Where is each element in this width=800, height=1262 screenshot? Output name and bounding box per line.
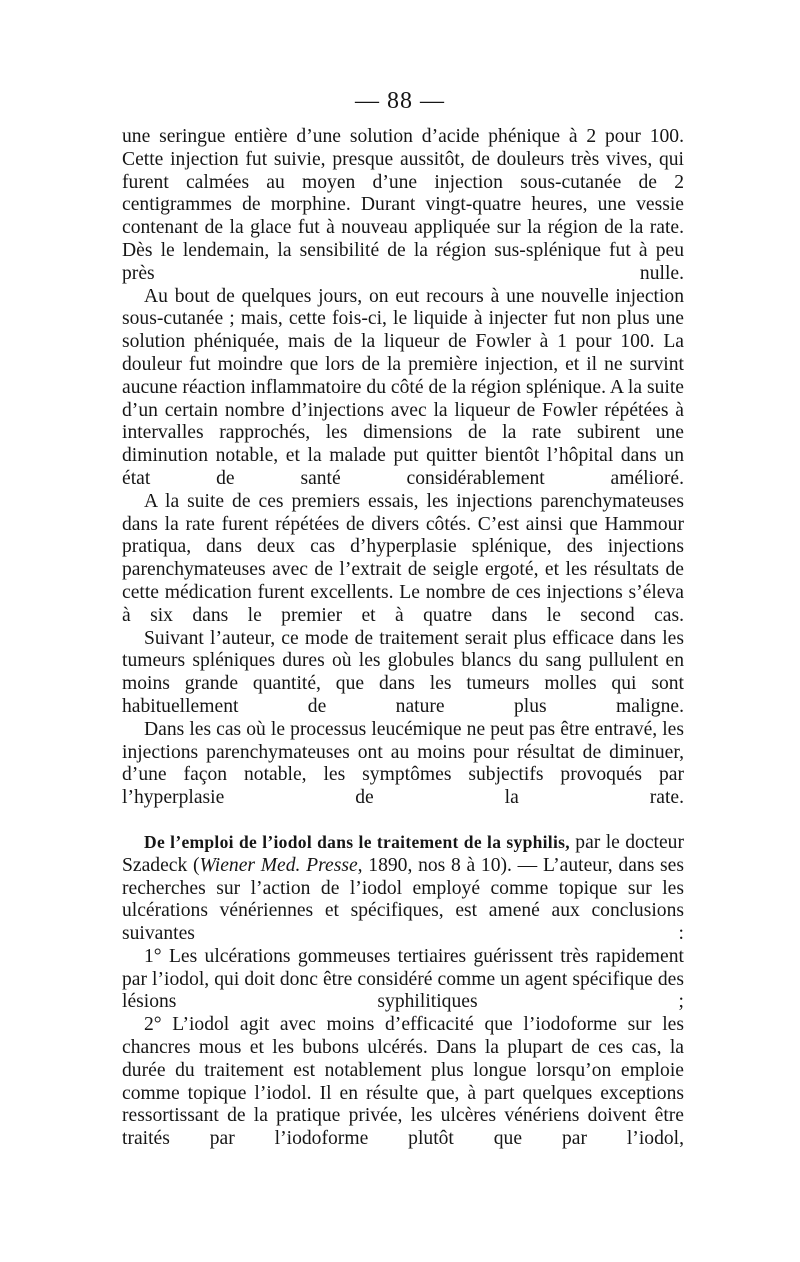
paragraph: Suivant l’auteur, ce mode de traitement serait plus efficace dans les tumeurs spléniques dures où les globules blancs du sang pullulent en moins grande quantité, que dans les tumeurs molles qui sont habituellement de nature plus maligne. <box>122 627 684 717</box>
journal-name: Wiener Med. Presse <box>199 854 358 876</box>
body-text <box>122 126 684 1151</box>
article-citation: , 1890, nos 8 à 10). — L’auteur, dans ses recherches sur l’action de l’iodol employé comme topique sur les ulcérations vénériennes et spécifiques, est amené aux conclusions suivantes : <box>122 854 684 945</box>
conclusion-item: 1° Les ulcérations gommeuses tertiaires guérissent très rapidement par l’iodol, qui doit donc être considéré comme un agent spécifique des lésions syphilitiques ; <box>122 945 684 1013</box>
paragraph: Dans les cas où le processus leucémique ne peut pas être entravé, les injections parenchymateuses ont au moins pour résultat de diminuer, d’une façon notable, les symptômes subjectifs provoqués par l’hyperplasie de la rate. <box>122 718 684 809</box>
paragraph: A la suite de ces premiers essais, les injections parenchymateuses dans la rate furent répétées de divers côtés. C’est ainsi que Hammour pratiqua, dans deux cas d’hyperplasie splénique, des injections parenchymateuses avec de l’extrait de seigle ergoté, et les résultats de cette médication furent excellents. Le nombre de ces injections s’éleva à six dans le premier et à quatre dans le second cas. <box>122 490 684 626</box>
conclusion-item: 2° L’iodol agit avec moins d’efficacité que l’iodoforme sur les chancres mous et les bubons ulcérés. Dans la plupart de ces cas, la durée du traitement est notablement plus longue lorsqu’on emploie comme topique l’iodol. Il en résulte que, à part quelques exceptions ressortissant de la pratique privée, les ulcères vénériens doivent être traités par l’iodoforme plutôt que par l’iodol, <box>122 1014 684 1150</box>
page-number: — 88 — <box>355 88 445 114</box>
paragraph: une seringue entière d’une solution d’acide phénique à 2 pour 100. Cette injection fut suivie, presque aussitôt, de douleurs très vives, qui furent calmées au moyen d’une injection sous-cutanée de 2 centigrammes de morphine. Durant vingt-quatre heures, une vessie contenant de la glace fut à nouveau appliquée sur la région de la rate. Dès le lendemain, la sensibilité de la région sus-splénique fut à peu près nulle. <box>122 126 684 284</box>
article-abstract <box>122 831 684 946</box>
article-byline: par le docteur Szadeck ( <box>122 831 684 876</box>
paragraph: Au bout de quelques jours, on eut recours à une nouvelle injection sous-cutanée ; mais, cette fois-ci, le liquide à injecter fut non plus une solution phéniquée, mais de la liqueur de Fowler à 1 pour 100. La douleur fut moindre que lors de la première injection, et il ne survint aucune réaction inflammatoire du côté de la région splénique. A la suite d’un certain nombre d’injections avec la liqueur de Fowler répétées à intervalles rapprochés, les dimensions de la rate subirent une diminution notable, et la malade put quitter bientôt l’hôpital dans un état de santé considérablement amélioré. <box>122 285 684 489</box>
article-heading: De l’emploi de l’iodol dans le traitement de la syphilis, <box>144 831 570 852</box>
